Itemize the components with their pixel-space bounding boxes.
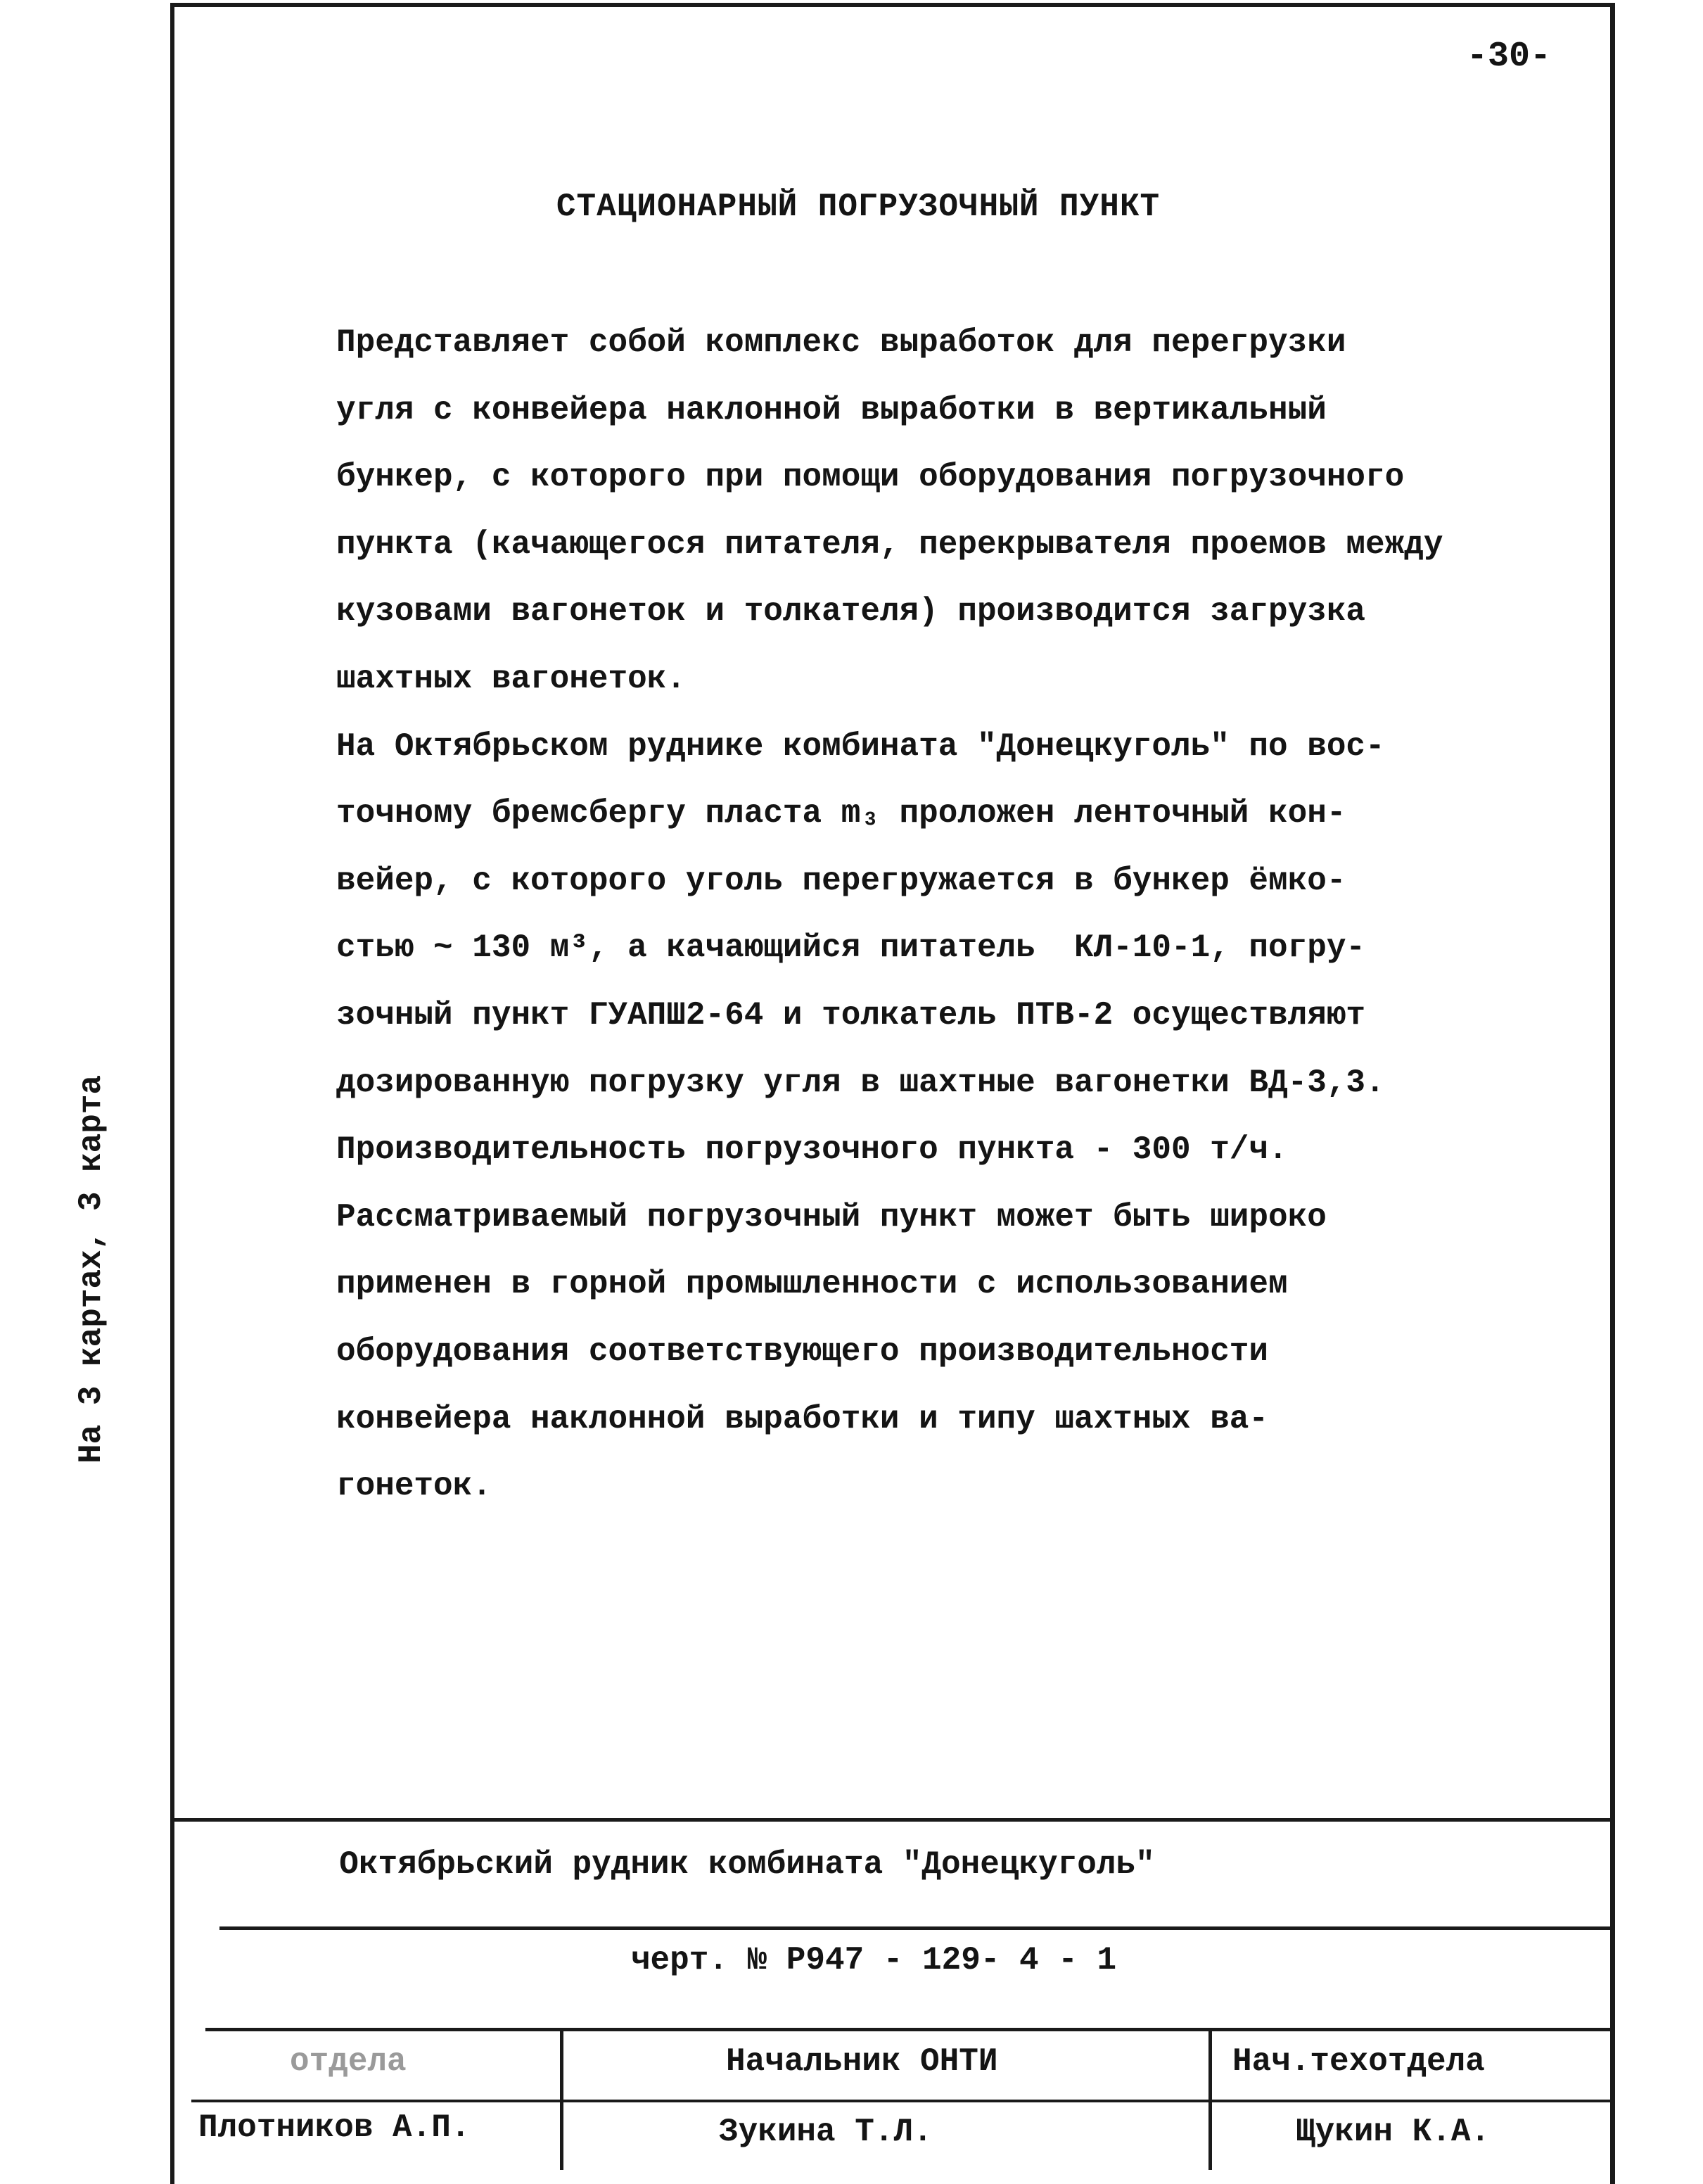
stamp-rule (170, 1818, 1615, 1822)
stamp-rule (205, 2028, 1615, 2031)
stamp-col3-header: Нач.техотдела (1232, 2043, 1485, 2080)
stamp-rule (191, 2100, 1615, 2102)
stamp-col3-name: Щукин К.А. (1296, 2114, 1491, 2150)
body-line: вейер, с которого уголь перегружается в бункер ёмко- (336, 862, 1346, 899)
title-block (170, 1818, 1615, 2170)
margin-note: На 3 картах, 3 карта (73, 1074, 110, 1464)
stamp-col2-name: Зукина Т.Л. (719, 2114, 933, 2150)
body-line: дозированную погрузку угля в шахтные вагонетки ВД-3,3. (336, 1064, 1385, 1101)
body-line: зочный пункт ГУАПШ2-64 и толкатель ПТВ-2 осуществляют (336, 996, 1366, 1034)
stamp-col2-header: Начальник ОНТИ (726, 2043, 998, 2080)
body-line: оборудования соответствующего производительности (336, 1333, 1269, 1370)
stamp-col1-header: отдела (290, 2043, 407, 2080)
stamp-rule (219, 1926, 1615, 1930)
body-line: применен в горной промышленности с использованием (336, 1266, 1288, 1303)
body-line: Представляет собой комплекс выработок для перегрузки (336, 324, 1346, 361)
document-title: СТАЦИОНАРНЫЙ ПОГРУЗОЧНЫЙ ПУНКТ (556, 189, 1161, 225)
body-line: конвейера наклонной выработки и типу шахтных ва- (336, 1400, 1269, 1437)
stamp-organization: Октябрьский рудник комбината "Донецкуголь" (339, 1846, 1155, 1883)
body-line: стью ~ 130 м³, а качающийся питатель КЛ-10-1, погру- (336, 929, 1366, 967)
body-line: угля с конвейера наклонной выработки в вертикальный (336, 391, 1327, 428)
body-text (336, 310, 1581, 1520)
body-line: бункер, с которого при помощи оборудования погрузочного (336, 459, 1405, 496)
body-line: шахтных вагонеток. (336, 660, 686, 697)
body-line: пункта (качающегося питателя, перекрывателя проемов между (336, 526, 1443, 563)
body-line: Рассматриваемый погрузочный пункт может быть широко (336, 1198, 1327, 1236)
body-line: Производительность погрузочного пункта - 300 т/ч. (336, 1131, 1288, 1169)
body-line: кузовами вагонеток и толкателя) производится загрузка (336, 593, 1366, 630)
page-number: -30- (1467, 37, 1552, 77)
stamp-col1-name: Плотников А.П. (198, 2109, 471, 2146)
stamp-drawing-number: черт. № Р947 - 129- 4 - 1 (630, 1942, 1117, 1979)
body-line: На Октябрьском руднике комбината "Донецкуголь" по вос- (336, 728, 1385, 765)
body-line: точному бремсбергу пласта m₃ проложен ленточный кон- (336, 795, 1346, 832)
body-line: гонеток. (336, 1468, 492, 1505)
